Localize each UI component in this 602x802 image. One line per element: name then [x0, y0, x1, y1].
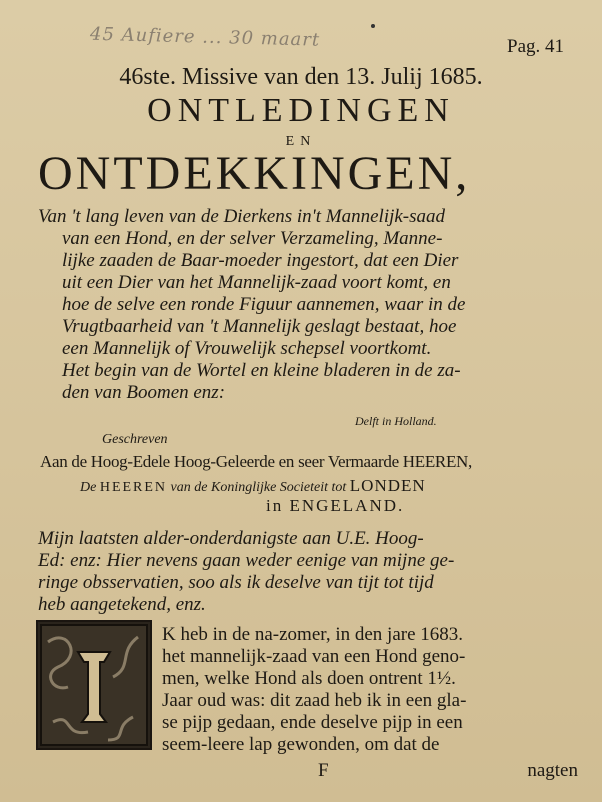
londen-text: LONDEN — [349, 476, 426, 495]
address-line: Aan de Hoog-Edele Hoog-Geleerde en seer Vermaarde HEEREN, — [40, 452, 472, 471]
geschreven-label: Geschreven — [102, 432, 168, 447]
body-line: Mijn laatsten alder-onderdanigste aan U.E. Hoog- — [38, 528, 424, 549]
de-heeren-line — [80, 476, 426, 496]
subtitle-block — [38, 206, 578, 404]
ornament-icon — [38, 622, 150, 748]
body-line: ringe obsservatien, soo als ik deselve van tijt tot tijd — [38, 572, 434, 593]
text-line: het mannelijk-zaad van een Hond geno- — [162, 646, 466, 667]
ink-dot — [371, 24, 375, 28]
text-line: seem-leere lap gewonden, om dat de — [162, 734, 440, 755]
subtitle-line: Van 't lang leven van de Dierkens in't Mannelijk-saad — [38, 206, 446, 227]
subtitle-line: Het begin van de Wortel en kleine bladeren in de za- — [62, 360, 461, 381]
handwritten-note: 45 Aufiere ... 30 maart — [89, 23, 321, 51]
title-ontdekkingen: ONTDEKKINGEN, — [38, 147, 471, 200]
place-label: Delft in Holland. — [355, 414, 437, 428]
text-line: K heb in de na-zomer, in den jare 1683. — [162, 624, 464, 645]
main-text — [162, 624, 582, 756]
england-line: in ENGELAND. — [266, 496, 405, 515]
text-line: Jaar oud was: dit zaad heb ik in een gla- — [162, 690, 467, 711]
missive-line: 46ste. Missive van den 13. Julij 1685. — [119, 64, 483, 90]
text-line: men, welke Hond als doen ontrent 1½. — [162, 668, 456, 689]
body-line: heb aangetekend, enz. — [38, 594, 206, 615]
catchword: nagten — [527, 760, 578, 781]
text-line: se pijp gedaan, ende deselve pijp in een — [162, 712, 463, 733]
subtitle-line: den van Boomen enz: — [62, 382, 226, 403]
subtitle-line: lijke zaaden de Baar-moeder ingestort, dat een Dier — [62, 250, 459, 271]
heeren-caps: HEEREN — [99, 480, 168, 495]
subtitle-line: uit een Dier van het Mannelijk-zaad voort komt, en — [62, 272, 451, 293]
body-line: Ed: enz: Hier nevens gaan weder eenige van mijne ge- — [38, 550, 455, 571]
page-number: Pag. 41 — [507, 36, 564, 57]
subtitle-line: van een Hond, en der selver Verzameling, Manne- — [62, 228, 443, 249]
decorated-initial — [36, 620, 152, 750]
subtitle-line: Vrugtbaarheid van 't Mannelijk geslagt bestaat, hoe — [62, 316, 457, 337]
signature-mark: F — [318, 760, 329, 781]
title-ontledingen: ONTLEDINGEN — [147, 92, 455, 129]
societeit-text: van de Koninglijke Societeit tot — [170, 480, 347, 495]
subtitle-line: een Mannelijk of Vrouwelijk schepsel voortkomt. — [62, 338, 432, 359]
italic-body — [38, 528, 578, 616]
title-en: EN — [285, 134, 317, 149]
de-prefix: De — [80, 480, 97, 495]
subtitle-line: hoe de selve een ronde Figuur aannemen, waar in de — [62, 294, 466, 315]
